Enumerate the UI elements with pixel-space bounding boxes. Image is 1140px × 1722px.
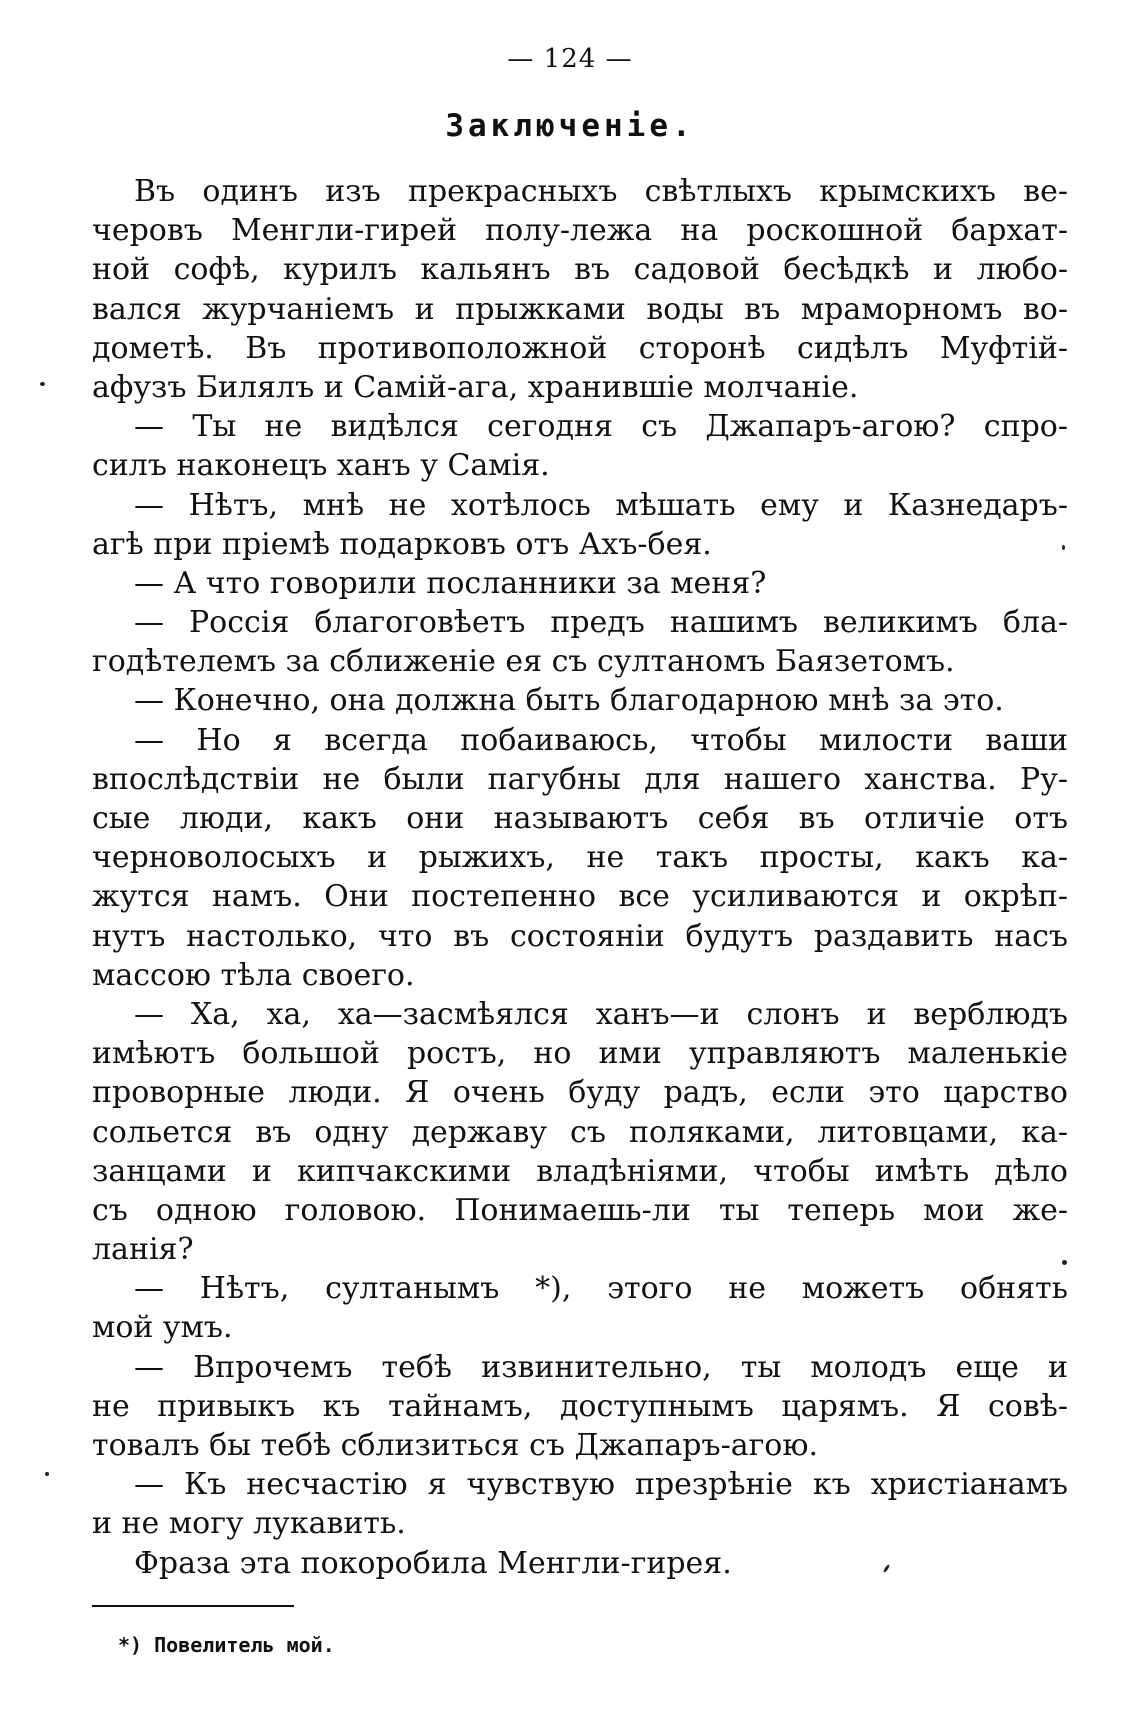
text-line: мой умъ. xyxy=(92,1310,233,1346)
scan-speck xyxy=(45,1472,49,1476)
text-line: — Нѣтъ, султанымъ *), этого не можетъ обнять xyxy=(134,1271,1068,1307)
body-text xyxy=(92,172,1068,1583)
text-line: вался журчаніемъ и прыжками воды въ мраморномъ во- xyxy=(92,291,1068,327)
text-line: ланія? xyxy=(92,1232,194,1268)
text-line: — Впрочемъ тебѣ извинительно, ты молодъ еще и xyxy=(134,1349,1068,1385)
text-line: съ одною головою. Понимаешь-ли ты теперь мои же- xyxy=(92,1192,1068,1228)
text-line: ной софѣ, курилъ кальянъ въ садовой бесѣдкѣ и любо- xyxy=(92,252,1068,288)
text-line: Фраза эта покоробила Менгли-гирея. xyxy=(134,1545,732,1581)
text-line: нутъ настолько, что въ состояніи будутъ раздавить насъ xyxy=(92,918,1068,954)
text-line: черноволосыхъ и рыжихъ, не такъ просты, какъ ка- xyxy=(92,840,1068,876)
text-line: и не могу лукавить. xyxy=(92,1506,406,1542)
scan-speck xyxy=(1062,545,1065,550)
text-line: не привыкъ къ тайнамъ, доступнымъ царямъ. Я совѣ- xyxy=(92,1388,1068,1424)
text-line: силъ наконецъ ханъ у Самія. xyxy=(92,448,550,484)
text-line: — Ты не видѣлся сегодня съ Джапаръ-агою? спро- xyxy=(134,409,1068,445)
text-line: — Нѣтъ, мнѣ не хотѣлось мѣшать ему и Казнедаръ- xyxy=(134,487,1068,523)
footnote-divider xyxy=(92,1605,294,1607)
text-line: агѣ при пріемѣ подарковъ отъ Ахъ-бея. xyxy=(92,526,712,562)
text-line: сые люди, какъ они называютъ себя въ отличіе отъ xyxy=(92,801,1068,836)
text-line: проворные люди. Я очень буду радъ, если это царство xyxy=(92,1075,1068,1111)
text-line: товалъ бы тебѣ сблизиться съ Джапаръ-агою. xyxy=(92,1428,819,1463)
scan-speck xyxy=(1062,1260,1067,1265)
text-line: — Россія благоговѣетъ предъ нашимъ великимъ бла- xyxy=(134,605,1068,641)
text-line: — Къ несчастію я чувствую презрѣніе къ христіанамъ xyxy=(134,1467,1068,1503)
text-line: впослѣдствіи не были пагубны для нашего ханства. Ру- xyxy=(92,761,1068,797)
text-line: — Ха, ха, ха—засмѣялся ханъ—и слонъ и верблюдъ xyxy=(134,996,1068,1032)
chapter-title: Заключеніе. xyxy=(445,108,695,144)
text-line: — Конечно, она должна быть благодарною мнѣ за это. xyxy=(134,683,1004,719)
text-line: годѣтелемъ за сближеніе ея съ султаномъ Баязетомъ. xyxy=(92,644,955,680)
text-line: черовъ Менгли-гирей полу-лежа на роскошной бархат- xyxy=(92,213,1068,249)
text-line: дометѣ. Въ противоположной сторонѣ сидѣлъ Муфтій- xyxy=(92,330,1068,366)
page-number: — 124 — xyxy=(507,44,633,74)
text-line: афузъ Билялъ и Самій-ага, хранившіе молчаніе. xyxy=(92,369,859,405)
text-line: жутся намъ. Они постепенно все усиливаются и окрѣп- xyxy=(92,879,1068,915)
footnote: *) Повелитель мой. xyxy=(118,1633,335,1657)
text-line: — А что говорили посланники за меня? xyxy=(134,565,767,601)
text-line: Въ одинъ изъ прекрасныхъ свѣтлыхъ крымскихъ ве- xyxy=(134,174,1068,209)
text-line: массою тѣла своего. xyxy=(92,957,415,993)
text-line: — Но я всегда побаиваюсь, чтобы милости ваши xyxy=(134,722,1068,758)
scan-speck xyxy=(40,382,45,386)
text-line: имѣютъ большой ростъ, но ими управляютъ маленькіе xyxy=(92,1036,1068,1072)
text-line: сольется въ одну державу съ поляками, литовцами, ка- xyxy=(92,1114,1068,1150)
text-line: занцами и кипчакскими владѣніями, чтобы имѣть дѣло xyxy=(92,1153,1068,1189)
